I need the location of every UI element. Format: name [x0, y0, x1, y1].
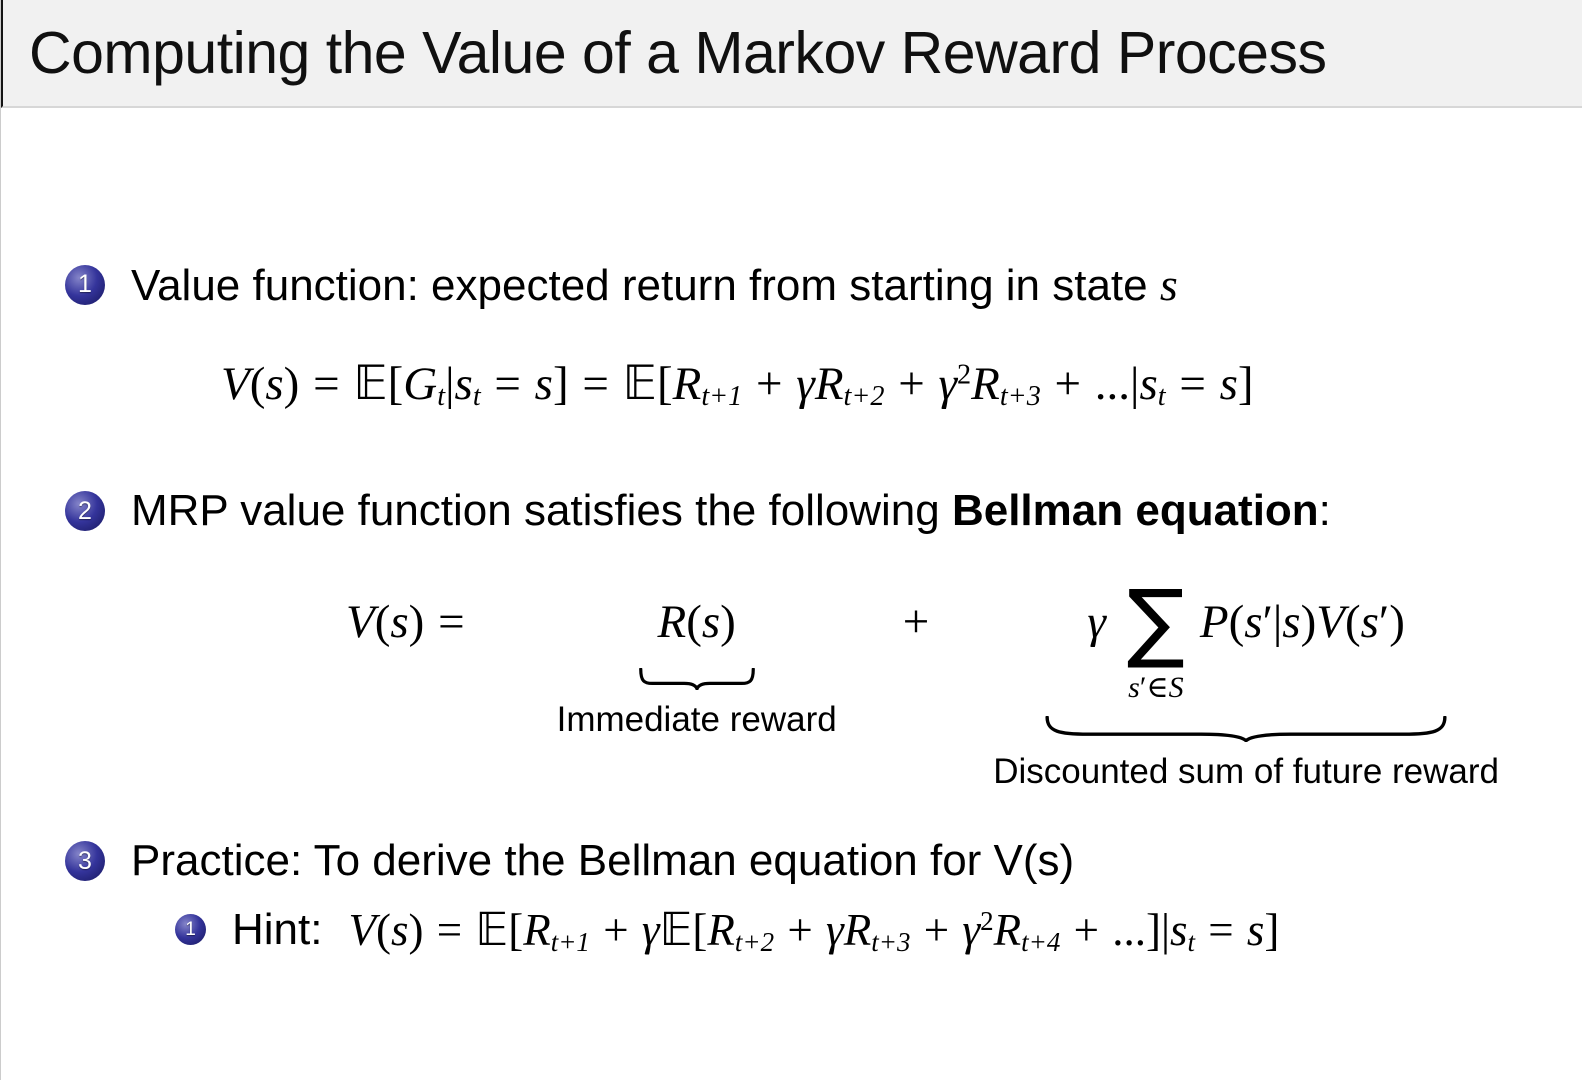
bullet-3-ball: 3: [65, 841, 105, 881]
bullet-3-text: Practice: To derive the Bellman equation for V(s): [131, 836, 1075, 885]
bullet-2-text: [131, 486, 1331, 536]
bullet-2-bold-term: Bellman equation: [951, 486, 1319, 535]
bullet-1-text: [131, 258, 1178, 311]
hint-item: [175, 903, 1279, 956]
bullet-2-suffix: :: [1318, 486, 1331, 535]
future-reward-label: Discounted sum of future reward: [993, 752, 1500, 791]
summation: [1120, 572, 1192, 704]
gamma-symbol: γ: [1087, 596, 1106, 648]
bellman-lhs: V(s) =: [346, 596, 465, 648]
bullet-2-text-main: MRP value function satisfies the following: [131, 486, 952, 535]
slide-header: [1, 0, 1582, 108]
bullet-1-math-s: s: [1159, 259, 1178, 310]
bellman-equation: [346, 572, 1500, 792]
bullet-item-3: [65, 836, 1074, 886]
bullet-1-text-main: Value function: expected return from starting in state: [131, 261, 1160, 310]
bullet-item-1: [65, 258, 1178, 311]
bullet-1-ball: 1: [65, 265, 105, 305]
underbrace-icon: [639, 668, 755, 690]
underbrace-icon: [1041, 716, 1451, 742]
summation-subscript: s′∈S: [1128, 671, 1184, 704]
bullet-2-ball: 2: [65, 491, 105, 531]
hint-label: Hint:: [232, 904, 323, 954]
immediate-reward-term: R(s): [657, 596, 736, 648]
page-title: Computing the Value of a Markov Reward Process: [29, 20, 1327, 86]
immediate-reward-group: [557, 584, 837, 740]
sigma-icon: ∑: [1126, 572, 1185, 672]
plus-operator: +: [902, 596, 930, 648]
future-reward-group: [993, 572, 1500, 792]
future-value-term: P(s′|s)V(s′): [1199, 596, 1405, 648]
hint-ball: 1: [175, 914, 206, 945]
hint-formula: V(s) = 𝔼[Rt+1 + γ𝔼[Rt+2 + $\gamma Rt+3 + \gamma^2Rt+4 + ...]|st = s$]: [348, 903, 1280, 957]
immediate-reward-label: Immediate reward: [556, 700, 837, 739]
discounted-sum-term: [1087, 572, 1405, 704]
value-function-formula: V(s) = 𝔼[Gt|st = s] = 𝔼[Rt+1 + $\gamma Rt+2 + \gamma^2Rt+3 + ...|st = s$]: [221, 356, 1254, 413]
bullet-item-2: [65, 486, 1331, 536]
